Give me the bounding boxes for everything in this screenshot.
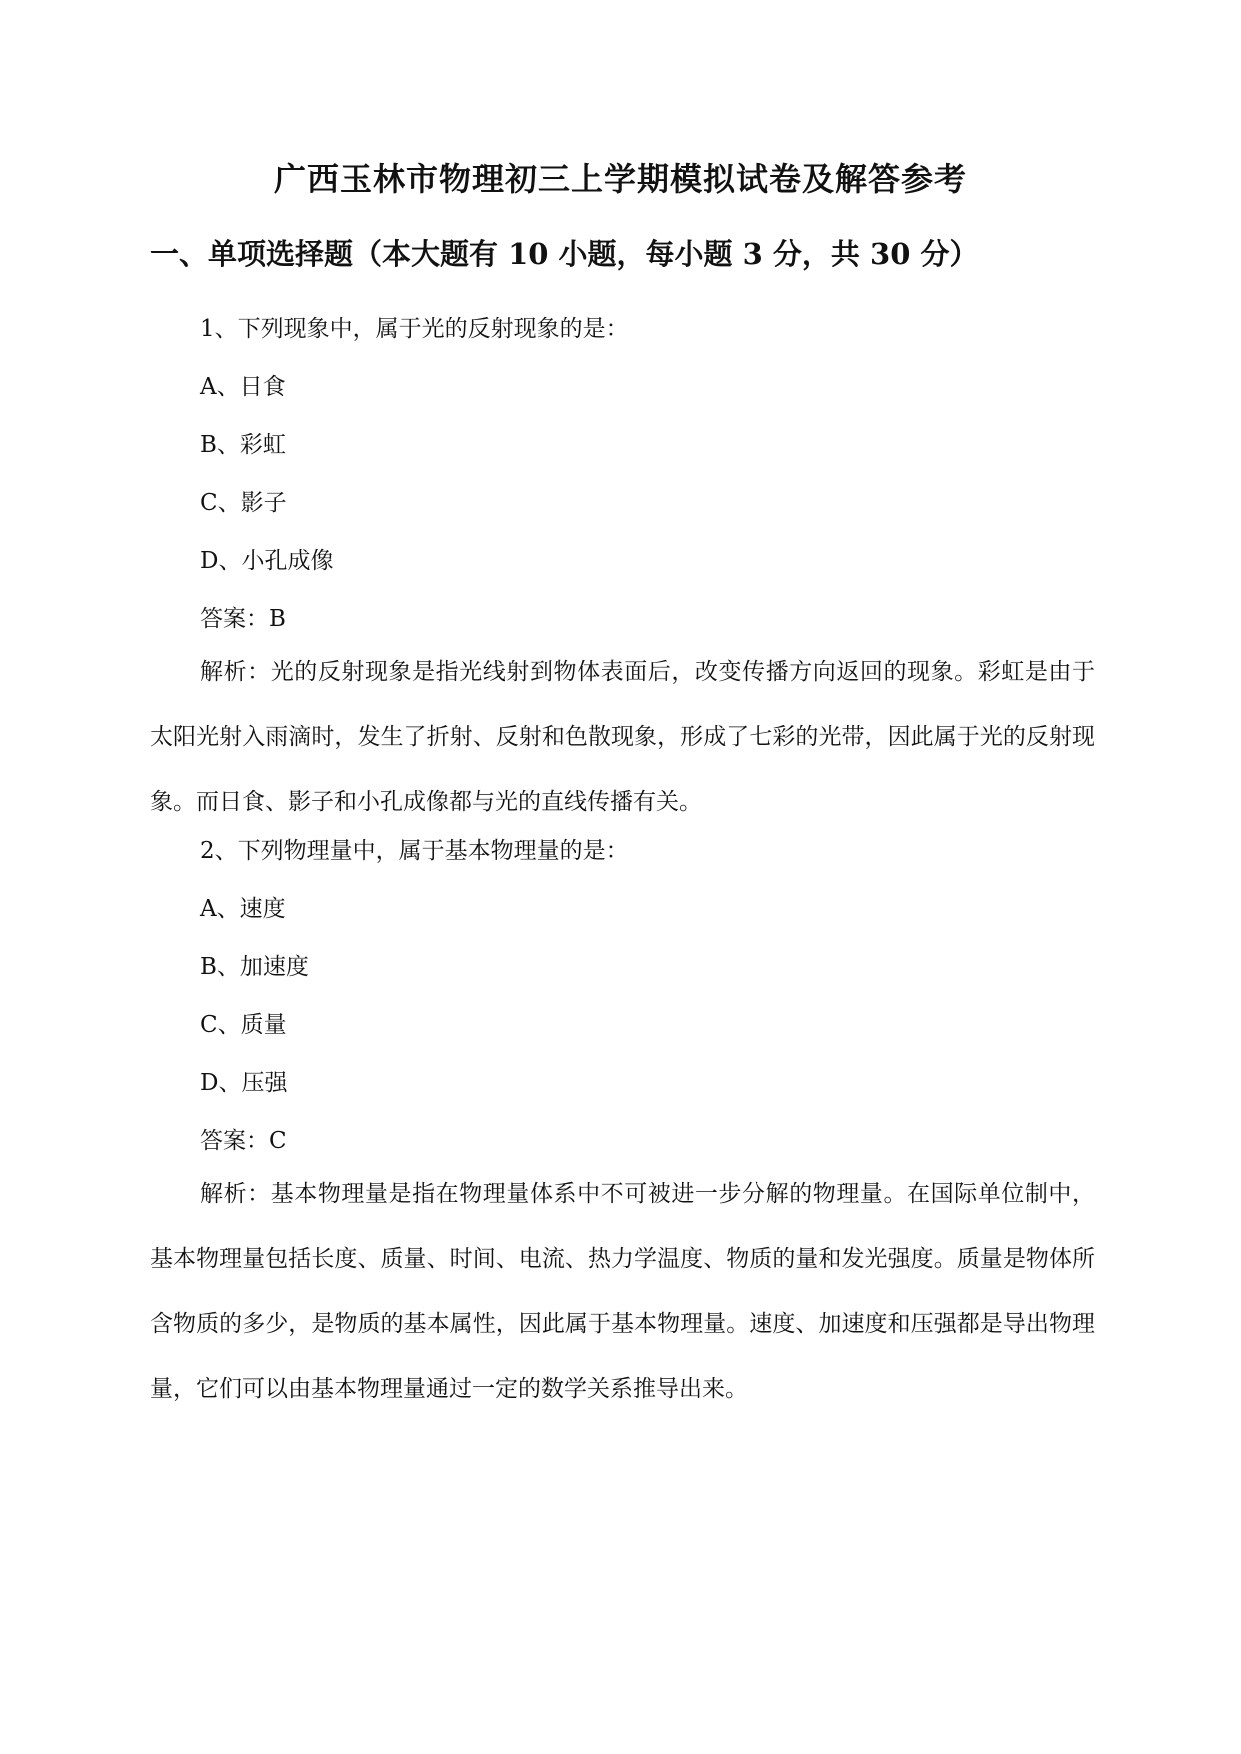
question-1-explanation: 解析：光的反射现象是指光线射到物体表面后，改变传播方向返回的现象。彩虹是由于太阳光射入雨滴时，发生了折射、反射和色散现象，形成了七彩的光带，因此属于光的反射现象。而日食、影子和小孔成像都与光的直线传播有关。 (150, 659, 1095, 815)
question-1-stem: 1、下列现象中，属于光的反射现象的是： (200, 316, 629, 342)
section-title: 一、单项选择题（本大题有 10 小题，每小题 3 分，共 30 分） (150, 237, 979, 271)
question-2-option-d: D、压强 (200, 1070, 288, 1096)
question-1-option-b: B、彩虹 (200, 432, 286, 458)
question-1-answer: 答案：B (200, 606, 286, 632)
question-2-option-b: B、加速度 (200, 954, 309, 980)
document-title: 广西玉林市物理初三上学期模拟试卷及解答参考 (273, 160, 967, 198)
question-1-option-c: C、影子 (200, 490, 287, 516)
question-2-stem: 2、下列物理量中，属于基本物理量的是： (200, 838, 629, 864)
question-2-answer: 答案：C (200, 1128, 287, 1154)
question-2-explanation: 解析：基本物理量是指在物理量体系中不可被进一步分解的物理量。在国际单位制中，基本物理量包括长度、质量、时间、电流、热力学温度、物质的量和发光强度。质量是物体所含物质的多少，是物质的基本属性，因此属于基本物理量。速度、加速度和压强都是导出物理量，它们可以由基本物理量通过一定的数学关系推导出来。 (150, 1181, 1095, 1402)
question-1-option-d: D、小孔成像 (200, 548, 334, 574)
question-2-option-a: A、速度 (200, 896, 286, 922)
question-2-option-c: C、质量 (200, 1012, 287, 1038)
question-1-option-a: A、日食 (200, 374, 286, 400)
